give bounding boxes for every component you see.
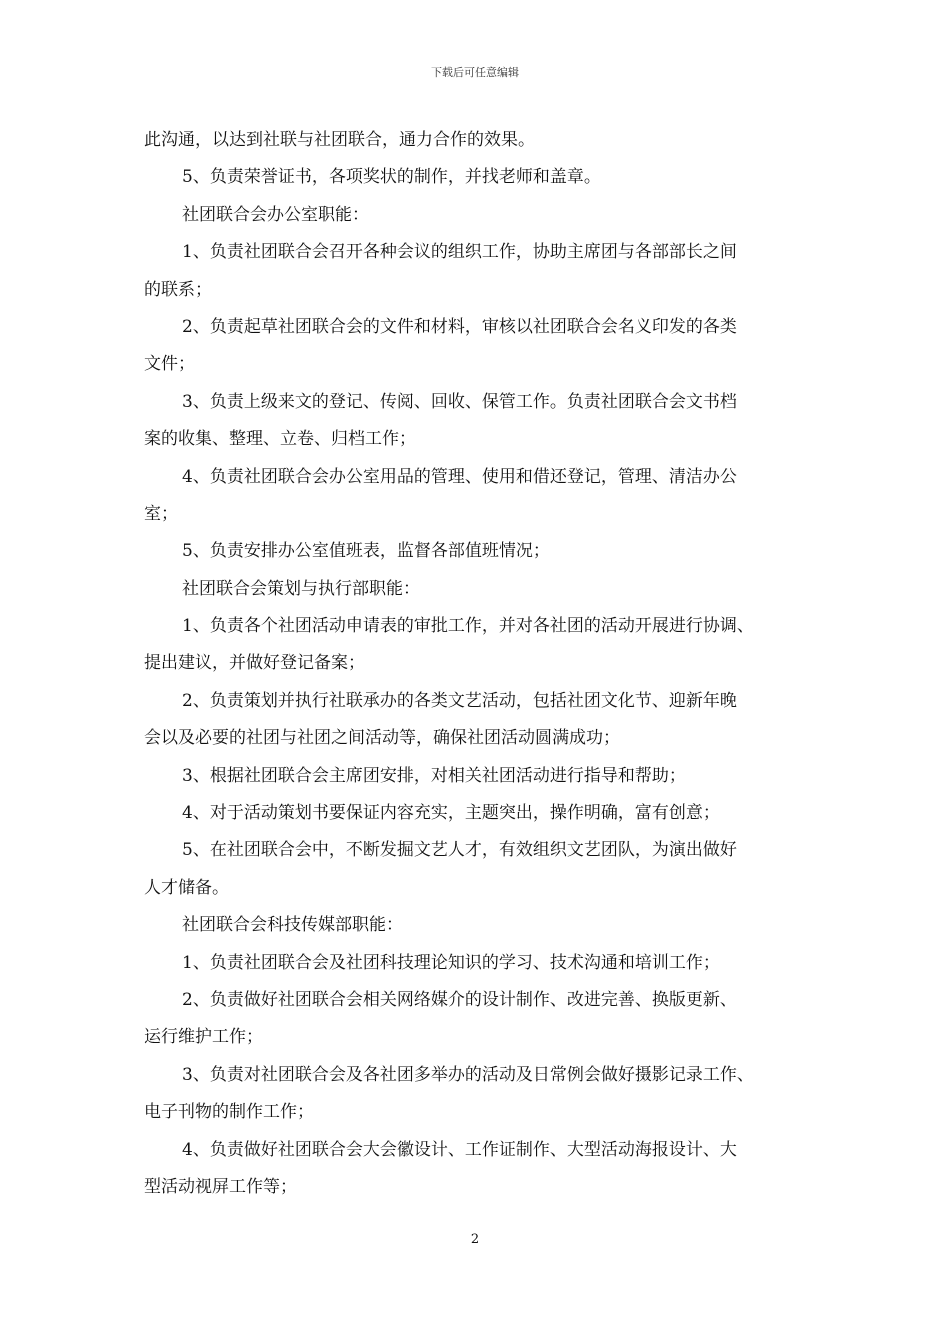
text-line: 1、负责社团联合会及社团科技理论知识的学习、技术沟通和培训工作； [182,952,720,973]
text-line: 5、负责安排办公室值班表，监督各部值班情况； [182,541,550,562]
text-line: 1、负责社团联合会召开各种会议的组织工作，协助主席团与各部部长之间 [182,242,737,263]
text-line: 文件； [144,354,195,375]
text-line: 2、负责起草社团联合会的文件和材料，审核以社团联合会名义印发的各类 [182,316,737,337]
page-number: 2 [470,1232,480,1247]
text-line: 2、负责策划并执行社联承办的各类文艺活动，包括社团文化节、迎新年晚 [182,690,737,711]
text-line: 案的收集、整理、立卷、归档工作； [144,429,416,450]
text-line: 4、对于活动策划书要保证内容充实，主题突出，操作明确，富有创意； [182,803,720,824]
text-line: 提出建议，并做好登记备案； [144,653,365,674]
text-line: 4、负责社团联合会办公室用品的管理、使用和借还登记，管理、清洁办公 [182,466,737,487]
text-line: 的联系； [144,279,212,300]
text-line: 4、负责做好社团联合会大会徽设计、工作证制作、大型活动海报设计、大 [182,1139,737,1160]
text-line: 社团联合会办公室职能： [182,204,369,225]
text-line: 型活动视屏工作等； [144,1176,297,1197]
text-line: 此沟通，以达到社联与社团联合，通力合作的效果。 [144,130,535,150]
document-body [144,122,810,1206]
text-line: 运行维护工作； [144,1027,263,1048]
text-line: 人才储备。 [144,877,229,898]
text-line: 5、在社团联合会中，不断发掘文艺人才，有效组织文艺团队，为演出做好 [182,840,737,861]
text-line: 2、负责做好社团联合会相关网络媒介的设计制作、改进完善、换版更新、 [182,989,737,1010]
text-line: 会以及必要的社团与社团之间活动等，确保社团活动圆满成功； [144,728,620,749]
text-line: 室； [144,503,178,524]
text-line: 社团联合会科技传媒部职能： [182,915,403,936]
text-line: 5、负责荣誉证书，各项奖状的制作，并找老师和盖章。 [182,167,601,188]
text-line: 电子刊物的制作工作； [144,1102,314,1123]
text-line: 社团联合会策划与执行部职能： [182,578,420,599]
page-header: 下载后可任意编辑 [431,66,519,79]
text-line: 3、负责对社团联合会及各社团多举办的活动及日常例会做好摄影记录工作、 [182,1064,754,1085]
text-line: 3、负责上级来文的登记、传阅、回收、保管工作。负责社团联合会文书档 [182,391,737,412]
text-line: 3、根据社团联合会主席团安排，对相关社团活动进行指导和帮助； [182,765,686,786]
text-line: 1、负责各个社团活动申请表的审批工作，并对各社团的活动开展进行协调、 [182,616,754,637]
